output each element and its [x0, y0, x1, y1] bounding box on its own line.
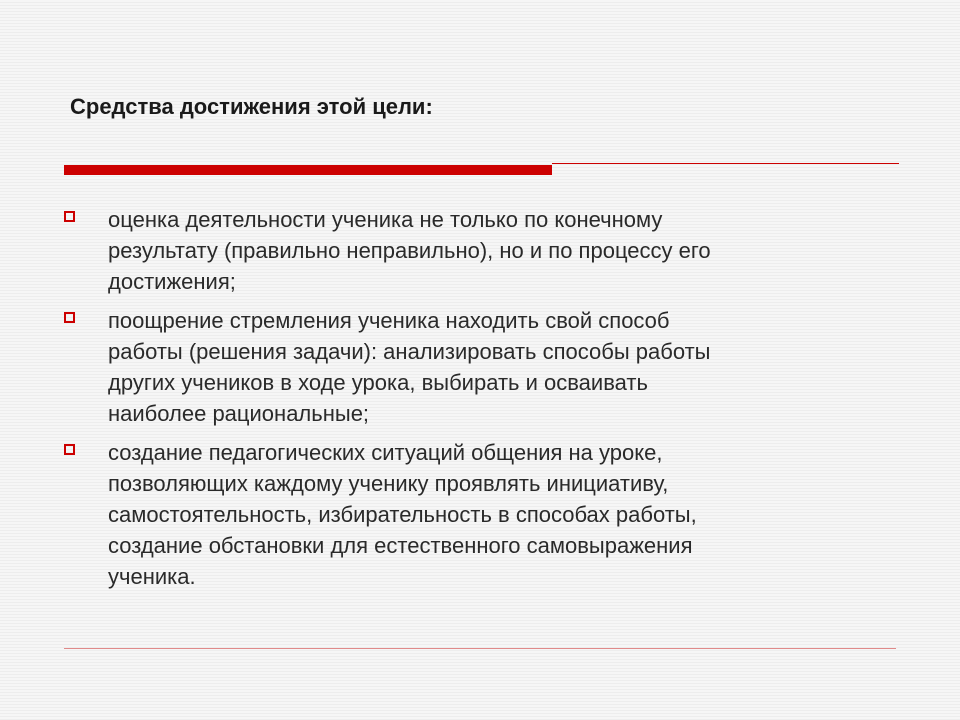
bullet-list: [60, 204, 880, 600]
bullet-line: других учеников в ходе урока, выбирать и осваивать: [108, 370, 648, 395]
bullet-line: создание педагогических ситуаций общения на уроке,: [108, 440, 663, 465]
bullet-line: самостоятельность, избирательность в способах работы,: [108, 502, 697, 527]
hollow-square-icon: [64, 312, 75, 323]
bullet-line: наиболее рациональные;: [108, 401, 370, 426]
footer-rule: [64, 648, 896, 649]
bullet-line: оценка деятельности ученика не только по конечному: [108, 207, 663, 232]
bullet-line: позволяющих каждому ученику проявлять инициативу,: [108, 471, 669, 496]
bullet-item-1: [60, 204, 880, 297]
bullet-item-3: [60, 437, 880, 592]
bullet-line: работы (решения задачи): анализировать способы работы: [108, 339, 711, 364]
title-accent-rule: [552, 163, 899, 164]
bullet-line: создание обстановки для естественного самовыражения: [108, 533, 693, 558]
hollow-square-icon: [64, 444, 75, 455]
slide-title: Средства достижения этой цели:: [70, 94, 433, 119]
bullet-item-2: [60, 305, 880, 429]
bullet-line: результату (правильно неправильно), но и по процессу его: [108, 238, 711, 263]
bullet-line: ученика.: [108, 564, 196, 589]
title-accent-bar: [64, 165, 552, 175]
bullet-line: достижения;: [108, 269, 236, 294]
bullet-line: поощрение стремления ученика находить свой способ: [108, 308, 670, 333]
hollow-square-icon: [64, 211, 75, 222]
